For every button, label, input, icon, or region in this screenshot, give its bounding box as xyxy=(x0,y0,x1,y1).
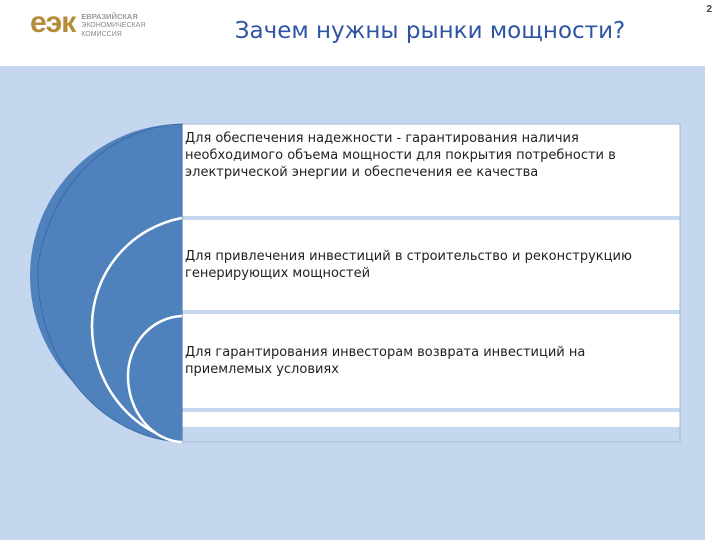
logo-text xyxy=(81,12,145,39)
page-number: 2 xyxy=(706,4,712,15)
slide-header xyxy=(0,0,720,66)
slide-title: Зачем нужны рынки мощности? xyxy=(234,18,626,44)
row-4-bg xyxy=(180,410,680,428)
logo-line-1: ЕВРАЗИЙСКАЯ xyxy=(81,12,138,21)
logo-line-3: КОМИССИЯ xyxy=(81,31,122,38)
logo-mark: еэк xyxy=(30,6,76,39)
content-panel xyxy=(0,66,705,540)
logo-line-2: ЭКОНОМИЧЕСКАЯ xyxy=(81,22,146,29)
list-item-investment: Для привлечения инвестиций в строительство и реконструкцию генерирующих мощностей xyxy=(185,249,632,281)
eec-logo xyxy=(30,8,170,52)
list-item-reliability: Для обеспечения надежности - гарантирования наличия необходимого объема мощности для покрытия потребности в электрической энергии и обеспечения ее качества xyxy=(185,131,616,180)
list-item-return: Для гарантирования инвесторам возврата инвестиций на приемлемых условиях xyxy=(185,345,586,377)
